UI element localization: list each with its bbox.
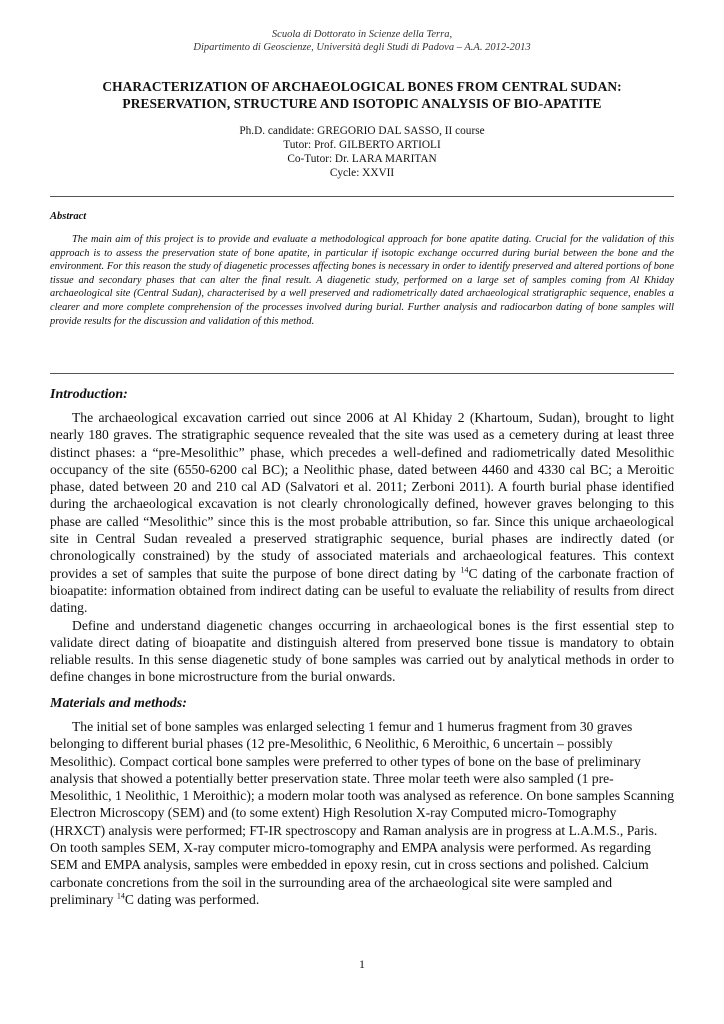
abstract-heading: Abstract bbox=[50, 211, 87, 222]
methods-text-part-1: The initial set of bone samples was enlarged selecting 1 femur and 1 humerus fragment from 30 graves belonging to different burial phases (12 pre-Mesolithic, 6 Neolithic, 6 Meroithic, 6 uncertain – possibly Mesolithic). Compact cortical bone samples were preferred to other types of bone on the base of preliminary analysis that showed a potentially better preservation state. Three molar teeth were also sampled (1 pre-Mesolithic, 1 Neolithic, 1 Meroithic); a modern molar tooth was analysed as reference. On bone samples Scanning Electron Microscopy (SEM) and (to some extent) High Resolution X-ray Computed micro-Tomography (HRXCT) analysis were performed; FT-IR spectroscopy and Raman analysis are in progress at L.A.M.S., Paris. On tooth samples SEM, X-ray computer micro-tomography and EMPA analysis were performed. As regarding SEM and EMPA analysis, samples were embedded in epoxy resin, cut in cross sections and polished. Calcium carbonate concretions from the soil in the surrounding area of the archaeological site were sampled and preliminary bbox=[50, 719, 675, 907]
intro-text-part-1: The archaeological excavation carried out since 2006 at Al Khiday 2 (Khartoum, Sudan), brought to light nearly 180 graves. The stratigraphic sequence revealed that the site was used as a cemetery during at least three distinct phases: a “pre-Mesolithic” phase, which precedes a well-defined and radiometrically dated Mesolithic occupancy of the site (6550-6200 cal BC); a Neolithic phase, dated between 4460 and 4330 cal BC; a Meroitic phase, dated between 20 and 210 cal AD (Salvatori et al. 2011; Zerboni 2011). A fourth burial phase identified during the archaeological excavation is not clearly chronologically defined, however graves belonging to this phase are called “Mesolithic” since this is the most probable attribution, so far. Since this unique archaeological site in Central Sudan revealed a preserved stratigraphic sequence, burial phases are indirectly dated (or chronologically constrained) by the study of associated materials and archaeological features. This context provides a set of samples that suite the purpose of bone direct dating by bbox=[50, 410, 674, 581]
page-number: 1 bbox=[359, 957, 365, 971]
carbon-isotope-superscript: 14 bbox=[460, 565, 469, 575]
running-header bbox=[0, 28, 724, 54]
header-department: Dipartimento di Geoscienze, Università degli Studi di Padova – A.A. 2012-2013 bbox=[193, 42, 531, 53]
introduction-paragraph-1 bbox=[50, 409, 674, 617]
introduction-heading: Introduction: bbox=[50, 387, 128, 402]
intro-text-part-2: C dating of the carbonate fraction of bioapatite: information obtained from indirect dating can be useful to evaluate the reliability of results from direct dating. bbox=[50, 565, 674, 616]
methods-paragraph-1 bbox=[50, 718, 674, 908]
title-line-2: PRESERVATION, STRUCTURE AND ISOTOPIC ANALYSIS OF BIO-APATITE bbox=[122, 96, 602, 111]
co-tutor: Co-Tutor: Dr. LARA MARITAN bbox=[287, 153, 437, 165]
introduction-paragraph-2: Define and understand diagenetic changes occurring in archaeological bones is the first essential step to validate direct dating of bioapatite and distinguish altered from preserved bone tissue is mandatory to obtain reliable results. In this sense diagenetic study of bone samples was carried out by analytical methods in order to define changes in bone microstructure from the burial onwards. bbox=[50, 617, 674, 685]
author-credits bbox=[0, 124, 724, 180]
methods-text-part-2: C dating was performed. bbox=[124, 891, 260, 907]
cycle: Cycle: XXVII bbox=[329, 167, 395, 179]
divider-top bbox=[50, 196, 674, 197]
divider-bottom bbox=[50, 373, 674, 374]
header-school: Scuola di Dottorato in Scienze della Terra, bbox=[271, 29, 453, 40]
title-line-1: CHARACTERIZATION OF ARCHAEOLOGICAL BONES FROM CENTRAL SUDAN: bbox=[102, 79, 622, 94]
tutor: Tutor: Prof. GILBERTO ARTIOLI bbox=[283, 139, 441, 151]
methods-heading: Materials and methods: bbox=[50, 696, 187, 711]
phd-candidate: Ph.D. candidate: GREGORIO DAL SASSO, II course bbox=[239, 125, 485, 137]
paper-title bbox=[50, 78, 674, 112]
abstract-text: The main aim of this project is to provide and evaluate a methodological approach for bone apatite dating. Crucial for the validation of this approach is to assess the preservation state of bone apatite, in particular if isotopic exchange occurred during burial between the bone and the environment. For this reason the study of diagenetic processes affecting bones is necessary in order to identify preserved and altered portions of bone tissue and secondary phases that can alter the final result. A diagenetic study, performed on a large set of samples coming from Al Khiday archaeological site (Central Sudan), characterised by a well preserved and radiometrically dated archaeological stratigraphic sequence, enables a clearer and more complete comprehension of the processes involved during burial. Further analysis and radiocarbon dating of bone samples will provide results for the discussion and validation of this method. bbox=[50, 234, 674, 327]
introduction-body bbox=[50, 409, 674, 686]
carbon-isotope-superscript: 14 bbox=[116, 891, 125, 901]
methods-body bbox=[50, 718, 674, 908]
